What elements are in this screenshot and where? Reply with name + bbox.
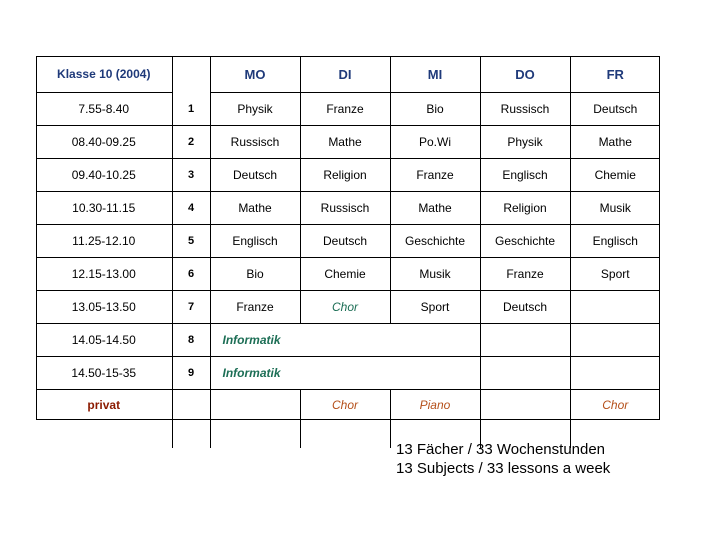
subject-cell: Religion xyxy=(480,192,570,225)
privat-cell: Chor xyxy=(602,398,629,412)
summary-text xyxy=(396,440,610,478)
subject-cell: Mathe xyxy=(570,126,660,159)
period-cell: 7 xyxy=(172,291,210,324)
table-row xyxy=(36,225,660,258)
subject-cell: Geschichte xyxy=(480,225,570,258)
subject-cell: Chemie xyxy=(570,159,660,192)
subject-cell xyxy=(570,357,660,390)
period-cell: 3 xyxy=(172,159,210,192)
table-row xyxy=(36,192,660,225)
subject-cell: Englisch xyxy=(570,225,660,258)
time-cell: 7.55-8.40 xyxy=(36,93,172,126)
time-cell: 14.05-14.50 xyxy=(36,324,172,357)
subject-cell xyxy=(480,324,570,357)
table-row xyxy=(36,291,660,324)
period-cell: 8 xyxy=(172,324,210,357)
subject-cell: Physik xyxy=(210,93,300,126)
summary-line-english: 13 Subjects / 33 lessons a week xyxy=(396,460,611,477)
subject-cell: Franze xyxy=(210,291,300,324)
day-header-di: DI xyxy=(300,56,390,93)
subject-cell: Sport xyxy=(570,258,660,291)
period-cell: 5 xyxy=(172,225,210,258)
privat-period-cell xyxy=(172,390,210,449)
subject-cell: Chemie xyxy=(300,258,390,291)
subject-cell: Chor xyxy=(300,291,390,324)
period-cell: 9 xyxy=(172,357,210,390)
subject-cell: Geschichte xyxy=(390,225,480,258)
subject-cell: Bio xyxy=(210,258,300,291)
time-cell: 10.30-11.15 xyxy=(36,192,172,225)
table-row xyxy=(36,126,660,159)
subject-cell: Franze xyxy=(480,258,570,291)
day-header-fr: FR xyxy=(570,56,660,93)
privat-label: privat xyxy=(36,390,172,449)
subject-cell: Russisch xyxy=(300,192,390,225)
subject-cell: Sport xyxy=(390,291,480,324)
subject-cell: Bio xyxy=(390,93,480,126)
subject-cell xyxy=(480,357,570,390)
timetable xyxy=(36,56,660,448)
table-row xyxy=(36,258,660,291)
subject-cell: Physik xyxy=(480,126,570,159)
subject-cell: Po.Wi xyxy=(390,126,480,159)
day-header-mi: MI xyxy=(390,56,480,93)
subject-cell: Russisch xyxy=(480,93,570,126)
table-row xyxy=(36,93,660,126)
table-row xyxy=(36,357,660,390)
time-cell: 14.50-15-35 xyxy=(36,357,172,390)
period-header xyxy=(172,56,210,93)
subject-cell: Englisch xyxy=(210,225,300,258)
subject-cell: Mathe xyxy=(300,126,390,159)
subject-cell xyxy=(390,324,480,357)
time-cell: 12.15-13.00 xyxy=(36,258,172,291)
time-cell: 09.40-10.25 xyxy=(36,159,172,192)
time-cell: 08.40-09.25 xyxy=(36,126,172,159)
subject-cell: Deutsch xyxy=(480,291,570,324)
subject-cell: Deutsch xyxy=(210,159,300,192)
subject-cell xyxy=(390,357,480,390)
subject-cell xyxy=(570,324,660,357)
summary-line-german: 13 Fächer / 33 Wochenstunden xyxy=(396,441,606,458)
subject-cell: Franze xyxy=(390,159,480,192)
time-cell: 13.05-13.50 xyxy=(36,291,172,324)
time-cell: 11.25-12.10 xyxy=(36,225,172,258)
table-row xyxy=(36,324,660,357)
class-label: Klasse 10 (2004) xyxy=(36,56,172,93)
period-cell: 1 xyxy=(172,93,210,126)
subject-cell: Deutsch xyxy=(570,93,660,126)
period-cell: 4 xyxy=(172,192,210,225)
day-header-do: DO xyxy=(480,56,570,93)
subject-cell: Mathe xyxy=(390,192,480,225)
subject-cell xyxy=(570,291,660,324)
subject-cell: Franze xyxy=(300,93,390,126)
subject-cell: Religion xyxy=(300,159,390,192)
day-header-mo: MO xyxy=(210,56,300,93)
period-cell: 6 xyxy=(172,258,210,291)
header-row xyxy=(36,56,660,93)
subject-cell: Informatik xyxy=(210,357,390,390)
subject-cell: Musik xyxy=(390,258,480,291)
privat-cell: Chor xyxy=(300,390,390,449)
table-row xyxy=(36,159,660,192)
subject-cell: Informatik xyxy=(210,324,390,357)
subject-cell: Musik xyxy=(570,192,660,225)
privat-cell: Piano xyxy=(390,390,480,449)
subject-cell: Mathe xyxy=(210,192,300,225)
privat-cell xyxy=(210,390,300,449)
subject-cell: Russisch xyxy=(210,126,300,159)
subject-cell: Deutsch xyxy=(300,225,390,258)
subject-cell: Englisch xyxy=(480,159,570,192)
period-cell: 2 xyxy=(172,126,210,159)
